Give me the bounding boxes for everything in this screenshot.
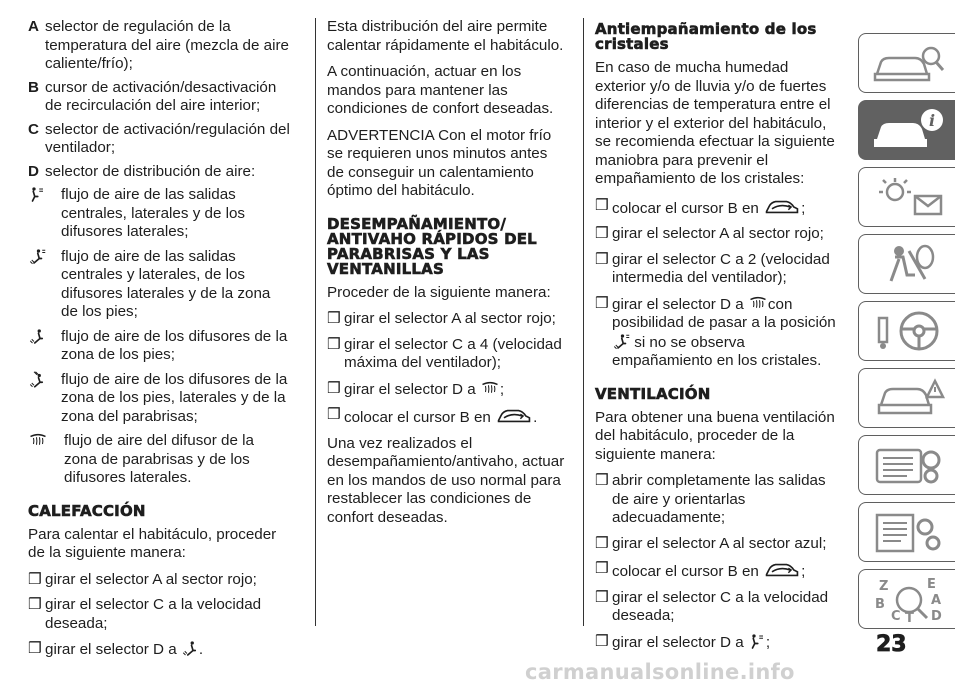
distribution-text: flujo de aire de las salidas centrales y laterales, de los difusores laterales y de la zona de los pies; [61, 247, 271, 320]
defrost-windshield-icon [28, 432, 48, 450]
item-text: selector de regulación de la temperatura del aire (mezcla de aire caliente/frío); [45, 18, 289, 72]
heading-calefaccion: CALEFACCIÓN [28, 501, 146, 520]
checkbox-icon: ❒ [595, 534, 609, 552]
page-number: 23 [876, 632, 907, 657]
checkbox-icon: ❒ [595, 294, 609, 312]
index-letter: A [931, 593, 942, 608]
air-feet-icon [28, 328, 46, 346]
maintenance-icon [869, 442, 949, 488]
step [327, 336, 567, 373]
column-left [28, 18, 290, 667]
step-text-end: . [198, 641, 204, 658]
checkbox-icon: ❒ [327, 335, 341, 353]
column-middle [327, 18, 567, 535]
index-letter: C [891, 609, 901, 622]
paragraph: Proceder de la siguiente manera: [327, 283, 551, 301]
air-face-feet-icon [612, 333, 630, 351]
step [595, 197, 843, 219]
step-text-end: ; [499, 380, 505, 398]
step-text-end: . [533, 409, 538, 426]
distribution-item [28, 328, 290, 365]
index-letter: E [927, 577, 936, 592]
recirculation-off-icon [763, 560, 801, 580]
heading-desempanamiento: DESEMPAÑAMIENTO/ ANTIVAHO RÁPIDOS DEL PARABRISAS Y LAS VENTANILLAS [327, 214, 537, 278]
step [595, 633, 843, 653]
paragraph: Para obtener una buena ventilación del habitáculo, proceder de la siguiente manera: [595, 408, 835, 463]
tab-car-search[interactable] [858, 33, 955, 93]
item-letter: B [28, 78, 39, 96]
index-letter: B [875, 597, 885, 612]
distribution-item [28, 432, 290, 488]
checkbox-icon: ❒ [595, 225, 609, 242]
distribution-text: flujo de aire del difusor de la zona de parabrisas y de los difusores laterales. [64, 432, 254, 486]
step [595, 472, 843, 528]
item-letter: C [28, 120, 39, 138]
step [28, 640, 290, 660]
list-item [28, 163, 290, 182]
paragraph: En caso de mucha humedad exterior y/o de lluvia y/o de fuertes diferencias de temperatura entre el interior y el exterior del habitáculo, se recomienda efectuar la siguiente maniobra para prevenir el empañamiento de los cristales: [595, 59, 835, 187]
step-text: girar el selector C a la velocidad deseada; [45, 596, 262, 632]
checkbox-icon: ❒ [595, 250, 609, 268]
column-divider [583, 18, 584, 626]
checkbox-icon: ❒ [595, 588, 609, 606]
checkbox-icon: ❒ [28, 640, 42, 657]
step-text: colocar el cursor B en [344, 409, 491, 426]
air-face-icon [748, 633, 766, 651]
item-letter: D [28, 162, 39, 180]
distribution-text: flujo de aire de los difusores de la zona de los pies, laterales y de la zona del parabrisas; [61, 370, 288, 425]
step-text: girar el selector D a [612, 633, 744, 651]
checkbox-icon: ❒ [28, 570, 42, 588]
tab-technical-data[interactable] [858, 502, 955, 562]
step-text: girar el selector A al sector rojo; [45, 570, 257, 588]
item-text: selector de activación/regulación del ventilador; [45, 120, 290, 156]
step-text: girar el selector D a [612, 295, 744, 313]
paragraph: Esta distribución del aire permite calentar rápidamente el habitáculo. [327, 18, 564, 54]
step [595, 251, 843, 288]
emergency-icon [869, 375, 949, 421]
step-text: girar el selector A al sector azul; [612, 534, 827, 552]
step-text-end: ; [801, 199, 806, 217]
step-text-mid: con posibilidad de pasar a la posición [612, 295, 836, 331]
step-text: colocar el cursor B en [612, 199, 759, 217]
car-search-icon [869, 40, 949, 86]
distribution-item [28, 186, 290, 242]
step-text: girar el selector C a 4 (velocidad máxima del ventilador); [344, 335, 562, 371]
step-text: girar el selector D a [344, 380, 476, 398]
safety-airbag-icon [869, 241, 949, 287]
distribution-text: flujo de aire de los difusores de la zona de los pies; [61, 327, 288, 363]
step-text: abrir completamente las salidas de aire y orientarlas adecuadamente; [612, 472, 826, 526]
distribution-item [28, 248, 290, 322]
item-letter: A [28, 18, 39, 35]
checkbox-icon: ❒ [595, 632, 609, 650]
defrost-windshield-icon [480, 380, 500, 398]
air-feet-windshield-icon [28, 371, 46, 389]
checkbox-icon: ❒ [595, 196, 609, 214]
tab-emergency[interactable] [858, 368, 955, 428]
column-right [595, 18, 843, 659]
svg-text:i: i [928, 111, 936, 130]
air-face-feet-icon [28, 248, 46, 266]
step [327, 406, 567, 428]
step [595, 535, 843, 554]
step [595, 589, 843, 626]
checkbox-icon: ❒ [327, 406, 341, 423]
step-text-end: si no se observa empañamiento en los cristales. [612, 333, 822, 369]
warning-lights-icon [869, 174, 949, 220]
index-icon [869, 576, 949, 622]
heading-ventilacion: VENTILACIÓN [595, 384, 711, 403]
tab-safety[interactable] [858, 234, 955, 294]
step [595, 225, 843, 244]
checkbox-icon: ❒ [28, 596, 42, 613]
distribution-item [28, 371, 290, 427]
air-feet-icon [181, 640, 199, 658]
car-info-icon [869, 107, 949, 153]
item-text: selector de distribución de aire: [45, 162, 256, 180]
distribution-text: flujo de aire de las salidas centrales, laterales y de los difusores laterales; [61, 186, 246, 240]
recirculation-off-icon [495, 406, 533, 426]
paragraph: Una vez realizados el desempañamiento/antivaho, actuar en los mandos de uso normal para restablecer las condiciones de confort deseadas. [327, 434, 565, 526]
step [28, 596, 290, 633]
step-text: colocar el cursor B en [612, 563, 759, 580]
checkbox-icon: ❒ [327, 310, 341, 327]
steering-wheel-icon [869, 308, 949, 354]
tab-warning-lights[interactable] [858, 167, 955, 227]
checkbox-icon: ❒ [595, 560, 609, 577]
step [327, 310, 567, 329]
tab-starting-driving[interactable] [858, 301, 955, 361]
step [595, 560, 843, 582]
recirculation-off-icon [763, 197, 801, 217]
step-text-end: ; [801, 563, 806, 580]
list-item [28, 121, 290, 158]
step-text: girar el selector D a [45, 641, 177, 658]
step [595, 295, 843, 371]
checkbox-icon: ❒ [595, 472, 609, 489]
tab-maintenance[interactable] [858, 435, 955, 495]
list-item [28, 79, 290, 116]
step-text: girar el selector C a 2 (velocidad intermedia del ventilador); [612, 250, 830, 286]
step [28, 571, 290, 590]
column-divider [315, 18, 316, 626]
step-text: girar el selector C a la velocidad deseada; [612, 588, 829, 624]
item-text: cursor de activación/desactivación de recirculación del aire interior; [45, 78, 277, 114]
step-text-end: ; [765, 633, 771, 651]
technical-data-icon [869, 509, 949, 555]
step-text: girar el selector A al sector rojo; [344, 310, 556, 327]
air-face-icon [28, 186, 46, 204]
step [327, 380, 567, 400]
index-letter: T [905, 611, 914, 622]
paragraph: Para calentar el habitáculo, proceder de la siguiente manera: [28, 525, 277, 561]
checkbox-icon: ❒ [327, 379, 341, 397]
index-letter: D [931, 609, 942, 622]
paragraph: ADVERTENCIA Con el motor frío se requieren unos minutos antes de conseguir un calentamiento óptimo del habitáculo. [327, 126, 552, 199]
index-letter: Z [879, 579, 889, 594]
watermark: carmanualsonline.info [525, 660, 795, 684]
step-text: girar el selector A al sector rojo; [612, 225, 824, 242]
tab-car-info[interactable] [858, 100, 955, 160]
list-item [28, 18, 290, 74]
tab-index[interactable] [858, 569, 955, 629]
heading-antiempanamiento: Antiempañamiento de los cristales [595, 20, 817, 53]
paragraph: A continuación, actuar en los mandos para mantener las condiciones de confort deseadas. [327, 63, 554, 117]
defrost-windshield-icon [748, 295, 768, 313]
